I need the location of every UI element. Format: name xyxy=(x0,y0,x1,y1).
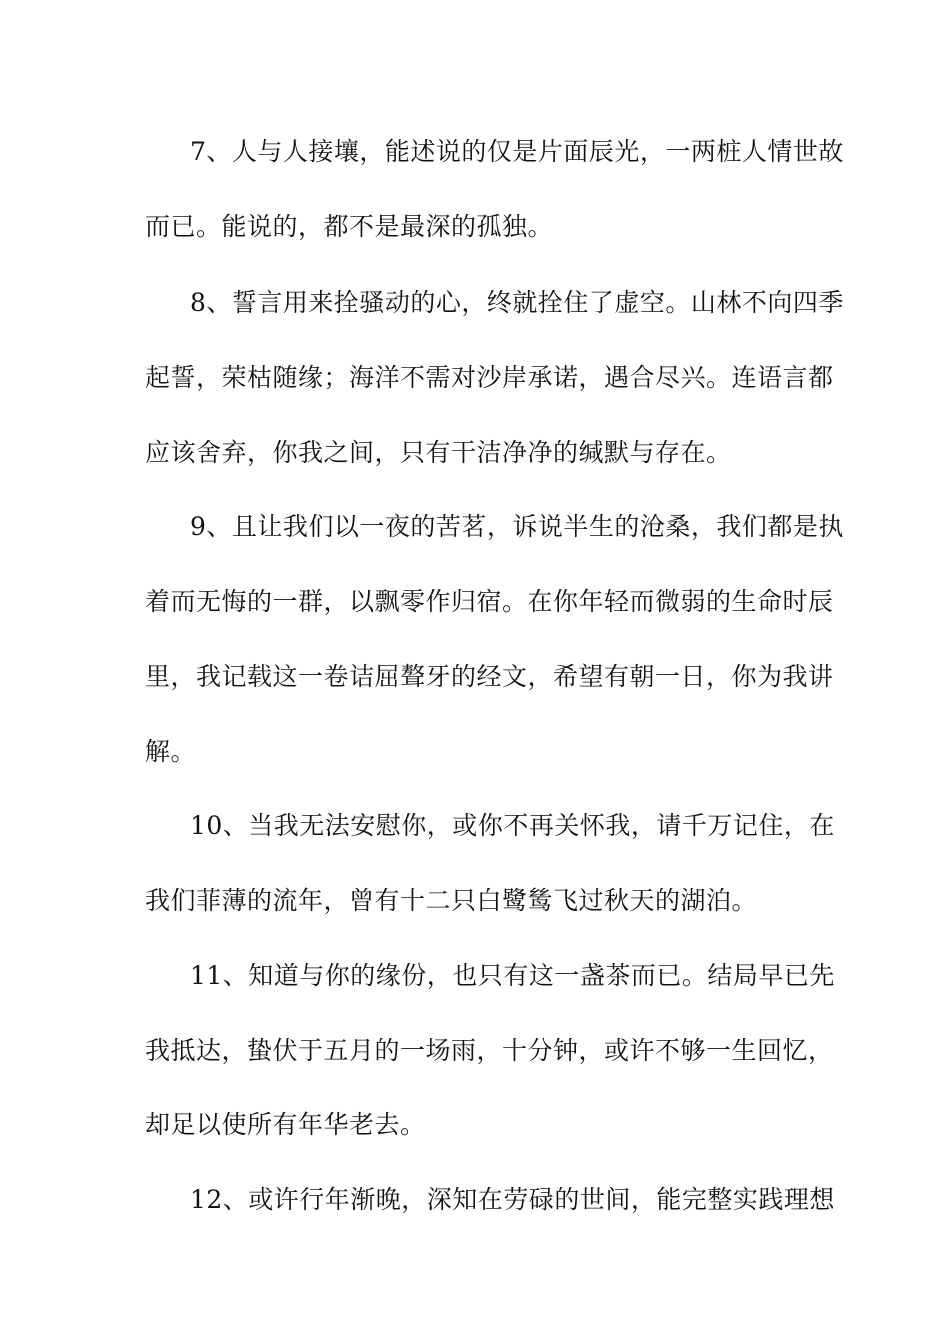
paragraph-8-line-3: 应该舍弃，你我之间，只有干洁净净的缄默与存在。 xyxy=(145,438,732,467)
paragraph-8-line-2: 起誓，荣枯随缘；海洋不需对沙岸承诺，遇合尽兴。连语言都 xyxy=(145,363,834,392)
paragraph-12-line-1: 12、或许行年渐晚，深知在劳碌的世间，能完整实践理想 xyxy=(190,1185,835,1214)
paragraph-8-line-1: 8、誓言用来拴骚动的心，终就拴住了虚空。山林不向四季 xyxy=(190,288,844,317)
paragraph-9-line-4: 解。 xyxy=(145,737,197,766)
paragraph-10-line-2: 我们菲薄的流年，曾有十二只白鹭鸶飞过秋天的湖泊。 xyxy=(145,886,758,915)
paragraph-9-line-3: 里，我记载这一卷诘屈聱牙的经文，希望有朝一日，你为我讲 xyxy=(145,662,834,691)
paragraph-9-line-1: 9、且让我们以一夜的苦茗，诉说半生的沧桑，我们都是执 xyxy=(190,512,844,541)
paragraph-7-line-2: 而已。能说的，都不是最深的孤独。 xyxy=(145,212,554,241)
paragraph-7-line-1: 7、人与人接壤，能述说的仅是片面辰光，一两桩人情世故 xyxy=(190,137,844,166)
paragraph-10-line-1: 10、当我无法安慰你，或你不再关怀我，请千万记住，在 xyxy=(190,811,835,840)
paragraph-11-line-3: 却足以使所有年华老去。 xyxy=(145,1110,426,1139)
paragraph-11-line-2: 我抵达，蛰伏于五月的一场雨，十分钟，或许不够一生回忆， xyxy=(145,1036,834,1065)
paragraph-9-line-2: 着而无悔的一群，以飘零作归宿。在你年轻而微弱的生命时辰 xyxy=(145,587,834,616)
paragraph-11-line-1: 11、知道与你的缘份，也只有这一盏茶而已。结局早已先 xyxy=(190,961,835,990)
